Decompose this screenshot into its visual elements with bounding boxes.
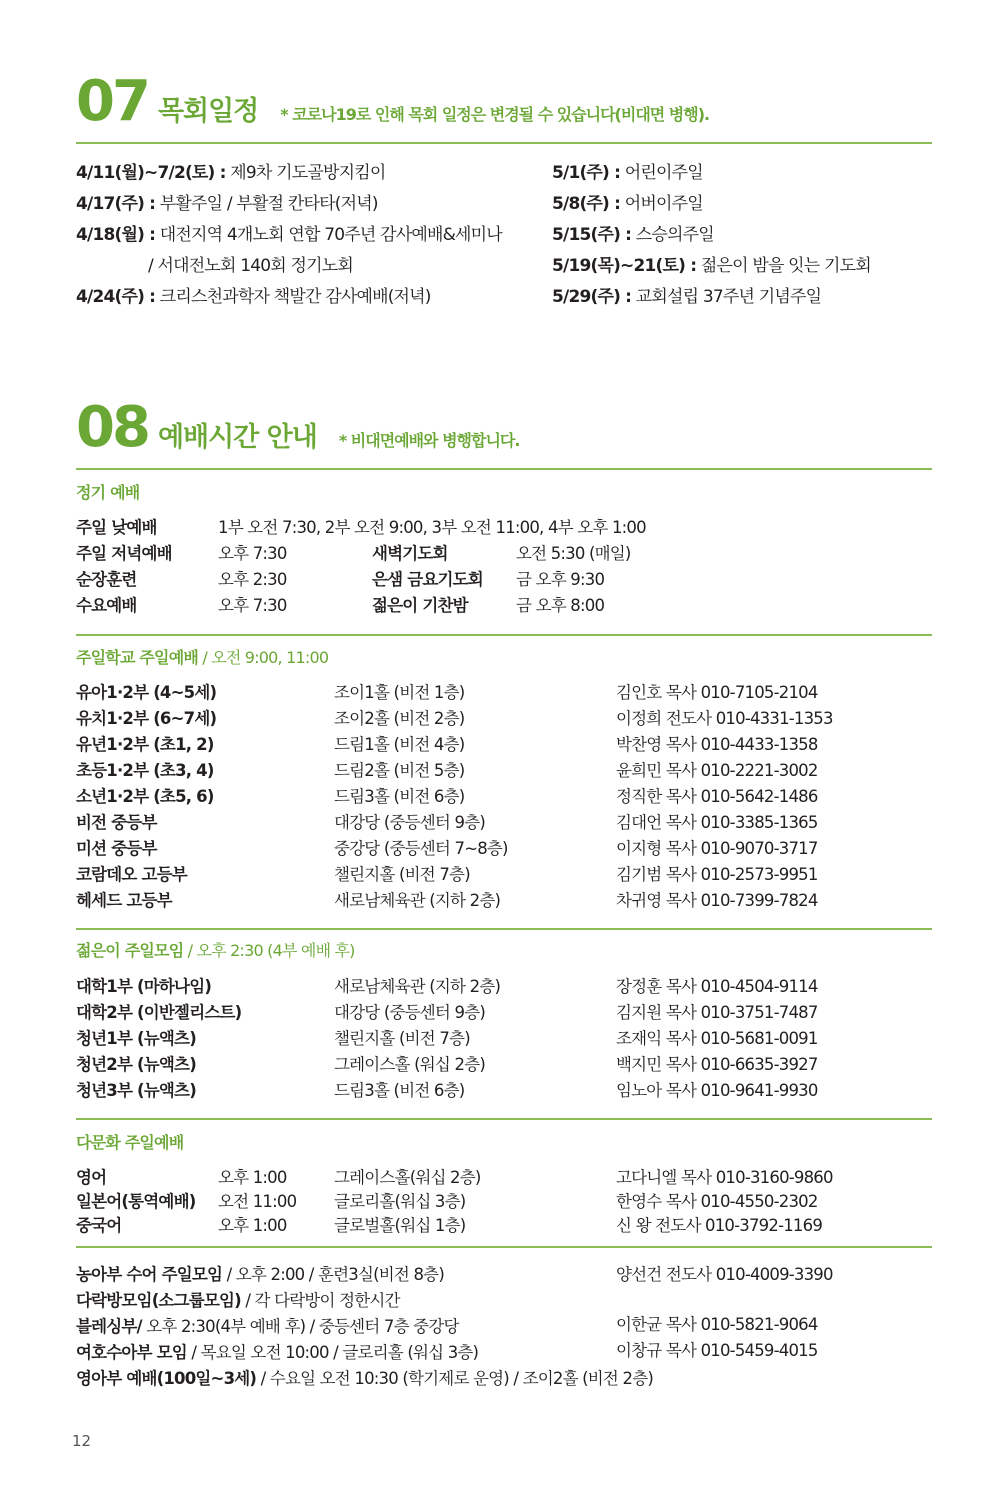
other-meeting: 농아부 수어 주일모임 / 오후 2:00 / 훈련3실(비전 8층): [76, 1265, 444, 1284]
other-meeting-contact: 이한균 목사 010-5821-9064: [616, 1315, 818, 1334]
sunday-school-heading: 주일학교 주일예배 / 오전 9:00, 11:00: [76, 648, 329, 667]
dept-contact: 임노아 목사 010-9641-9930: [616, 1081, 818, 1100]
worship-name: 새벽기도회: [372, 544, 448, 563]
schedule-item: 4/11(월)~7/2(토) : 제9차 기도골방지킴이: [76, 163, 386, 183]
youth-meeting-heading: 젊은이 주일모임 / 오후 2:30 (4부 예배 후): [76, 941, 355, 960]
dept-contact: 이지형 목사 010-9070-3717: [616, 839, 818, 858]
dept-name: 미션 중등부: [76, 839, 157, 858]
dept-contact: 이정희 전도사 010-4331-1353: [616, 709, 833, 728]
dept-contact: 윤희민 목사 010-2221-3002: [616, 761, 818, 780]
other-meeting: 여호수아부 모임 / 목요일 오전 10:00 / 글로리홀 (워십 3층): [76, 1343, 479, 1362]
section-08-divider: [76, 468, 932, 470]
dept-place: 드림3홀 (비전 6층): [334, 1081, 465, 1100]
dept-name: 소년1·2부 (초5, 6): [76, 787, 214, 806]
dept-place: 챌린지홀 (비전 7층): [334, 1029, 470, 1048]
dept-contact: 김기범 목사 010-2573-9951: [616, 865, 818, 884]
page-number: 12: [72, 1432, 92, 1450]
section-08-title: 예배시간 안내: [157, 422, 317, 453]
dept-name: 유아1·2부 (4~5세): [76, 683, 217, 702]
service-time: 오후 1:00: [218, 1216, 287, 1235]
dept-name: 초등1·2부 (초3, 4): [76, 761, 214, 780]
schedule-item: 5/29(주) : 교회설립 37주년 기념주일: [552, 287, 822, 307]
service-place: 글로리홀(워십 3층): [334, 1192, 466, 1211]
other-meeting: 블레싱부/ 오후 2:30(4부 예배 후) / 중등센터 7층 중강당: [76, 1317, 459, 1336]
worship-time: 오후 2:30: [218, 570, 287, 589]
divider: [76, 1118, 932, 1120]
section-07-divider: [76, 142, 932, 144]
section-08-header: [76, 395, 520, 460]
dept-contact: 장정훈 목사 010-4504-9114: [616, 977, 818, 996]
dept-contact: 차귀영 목사 010-7399-7824: [616, 891, 818, 910]
dept-place: 새로남체육관 (지하 2층): [334, 977, 501, 996]
schedule-left-column: [76, 158, 536, 318]
schedule-item: 5/19(목)~21(토) : 젊은이 밤을 잇는 기도회: [552, 256, 871, 276]
worship-name: 주일 낮예배: [76, 518, 157, 537]
dept-name: 청년1부 (뉴액츠): [76, 1029, 196, 1048]
dept-place: 챌린지홀 (비전 7층): [334, 865, 470, 884]
dept-place: 새로남체육관 (지하 2층): [334, 891, 501, 910]
worship-time: 오후 7:30: [218, 544, 287, 563]
section-07-title: 목회일정: [157, 96, 259, 127]
dept-name: 코람데오 고등부: [76, 865, 187, 884]
other-meeting-contact: 이창규 목사 010-5459-4015: [616, 1341, 818, 1360]
dept-place: 대강당 (중등센터 9층): [334, 1003, 485, 1022]
schedule-item: 5/1(주) : 어린이주일: [552, 163, 703, 183]
dept-place: 중강당 (중등센터 7~8층): [334, 839, 508, 858]
worship-name: 은샘 금요기도회: [372, 570, 483, 589]
dept-place: 드림3홀 (비전 6층): [334, 787, 465, 806]
worship-name: 주일 저녁예배: [76, 544, 172, 563]
schedule-item-continued: / 서대전노회 140회 정기노회: [148, 256, 354, 276]
section-07-note: * 코로나19로 인해 목회 일정은 변경될 수 있습니다(비대면 병행).: [280, 105, 710, 124]
other-meeting: 다락방모임(소그룹모임) / 각 다락방이 정한시간: [76, 1291, 400, 1310]
worship-time: 오후 7:30: [218, 596, 287, 615]
dept-place: 그레이스홀 (워십 2층): [334, 1055, 485, 1074]
dept-contact: 백지민 목사 010-6635-3927: [616, 1055, 818, 1074]
dept-name: 유치1·2부 (6~7세): [76, 709, 217, 728]
language-name: 영어: [76, 1168, 107, 1187]
dept-contact: 김대언 목사 010-3385-1365: [616, 813, 818, 832]
dept-name: 대학2부 (이반젤리스트): [76, 1003, 242, 1022]
dept-contact: 김지원 목사 010-3751-7487: [616, 1003, 818, 1022]
schedule-item: 4/17(주) : 부활주일 / 부활절 칸타타(저녁): [76, 194, 378, 214]
dept-contact: 정직한 목사 010-5642-1486: [616, 787, 818, 806]
language-name: 일본어(통역예배): [76, 1192, 196, 1211]
schedule-item: 5/8(주) : 어버이주일: [552, 194, 703, 214]
dept-contact: 박찬영 목사 010-4433-1358: [616, 735, 818, 754]
other-meeting: 영아부 예배(100일~3세) / 수요일 오전 10:30 (학기제로 운영) / 조이2홀 (비전 2층): [76, 1369, 653, 1388]
service-time: 오후 1:00: [218, 1168, 287, 1187]
worship-name: 젊은이 기찬밤: [372, 596, 468, 615]
section-07-header: [76, 69, 710, 134]
dept-name: 대학1부 (마하나임): [76, 977, 212, 996]
divider: [76, 1246, 932, 1248]
service-time: 오전 11:00: [218, 1192, 297, 1211]
worship-time: 1부 오전 7:30, 2부 오전 9:00, 3부 오전 11:00, 4부 오후 1:00: [218, 518, 646, 537]
dept-place: 대강당 (중등센터 9층): [334, 813, 485, 832]
dept-name: 유년1·2부 (초1, 2): [76, 735, 214, 754]
schedule-item: 5/15(주) : 스승의주일: [552, 225, 714, 245]
language-name: 중국어: [76, 1216, 122, 1235]
service-contact: 신 왕 전도사 010-3792-1169: [616, 1216, 823, 1235]
section-07-number: 07: [76, 69, 148, 134]
section-08-note: * 비대면예배와 병행합니다.: [338, 431, 520, 450]
schedule-item: 4/18(월) : 대전지역 4개노회 연합 70주년 감사예배&세미나: [76, 225, 502, 245]
service-contact: 한영수 목사 010-4550-2302: [616, 1192, 818, 1211]
dept-place: 드림2홀 (비전 5층): [334, 761, 465, 780]
divider: [76, 634, 932, 636]
dept-name: 청년3부 (뉴액츠): [76, 1081, 196, 1100]
worship-time: 오전 5:30 (매일): [516, 544, 631, 563]
service-place: 그레이스홀(워십 2층): [334, 1168, 481, 1187]
regular-worship-heading: 정기 예배: [76, 483, 140, 502]
other-meeting-contact: 양선건 전도사 010-4009-3390: [616, 1265, 833, 1284]
worship-name: 수요예배: [76, 596, 137, 615]
service-place: 글로벌홀(워십 1층): [334, 1216, 466, 1235]
dept-name: 청년2부 (뉴액츠): [76, 1055, 196, 1074]
worship-time: 금 오후 8:00: [516, 596, 605, 615]
section-08-number: 08: [76, 395, 148, 460]
multicultural-heading: 다문화 주일예배: [76, 1133, 184, 1152]
schedule-right-column: [552, 158, 932, 318]
service-contact: 고다니엘 목사 010-3160-9860: [616, 1168, 833, 1187]
dept-place: 조이2홀 (비전 2층): [334, 709, 465, 728]
divider: [76, 928, 932, 930]
dept-place: 드림1홀 (비전 4층): [334, 735, 465, 754]
worship-name: 순장훈련: [76, 570, 137, 589]
dept-name: 헤세드 고등부: [76, 891, 172, 910]
worship-time: 금 오후 9:30: [516, 570, 605, 589]
dept-place: 조이1홀 (비전 1층): [334, 683, 465, 702]
dept-name: 비전 중등부: [76, 813, 157, 832]
schedule-item: 4/24(주) : 크리스천과학자 책발간 감사예배(저녁): [76, 287, 431, 307]
dept-contact: 조재익 목사 010-5681-0091: [616, 1029, 818, 1048]
dept-contact: 김인호 목사 010-7105-2104: [616, 683, 818, 702]
